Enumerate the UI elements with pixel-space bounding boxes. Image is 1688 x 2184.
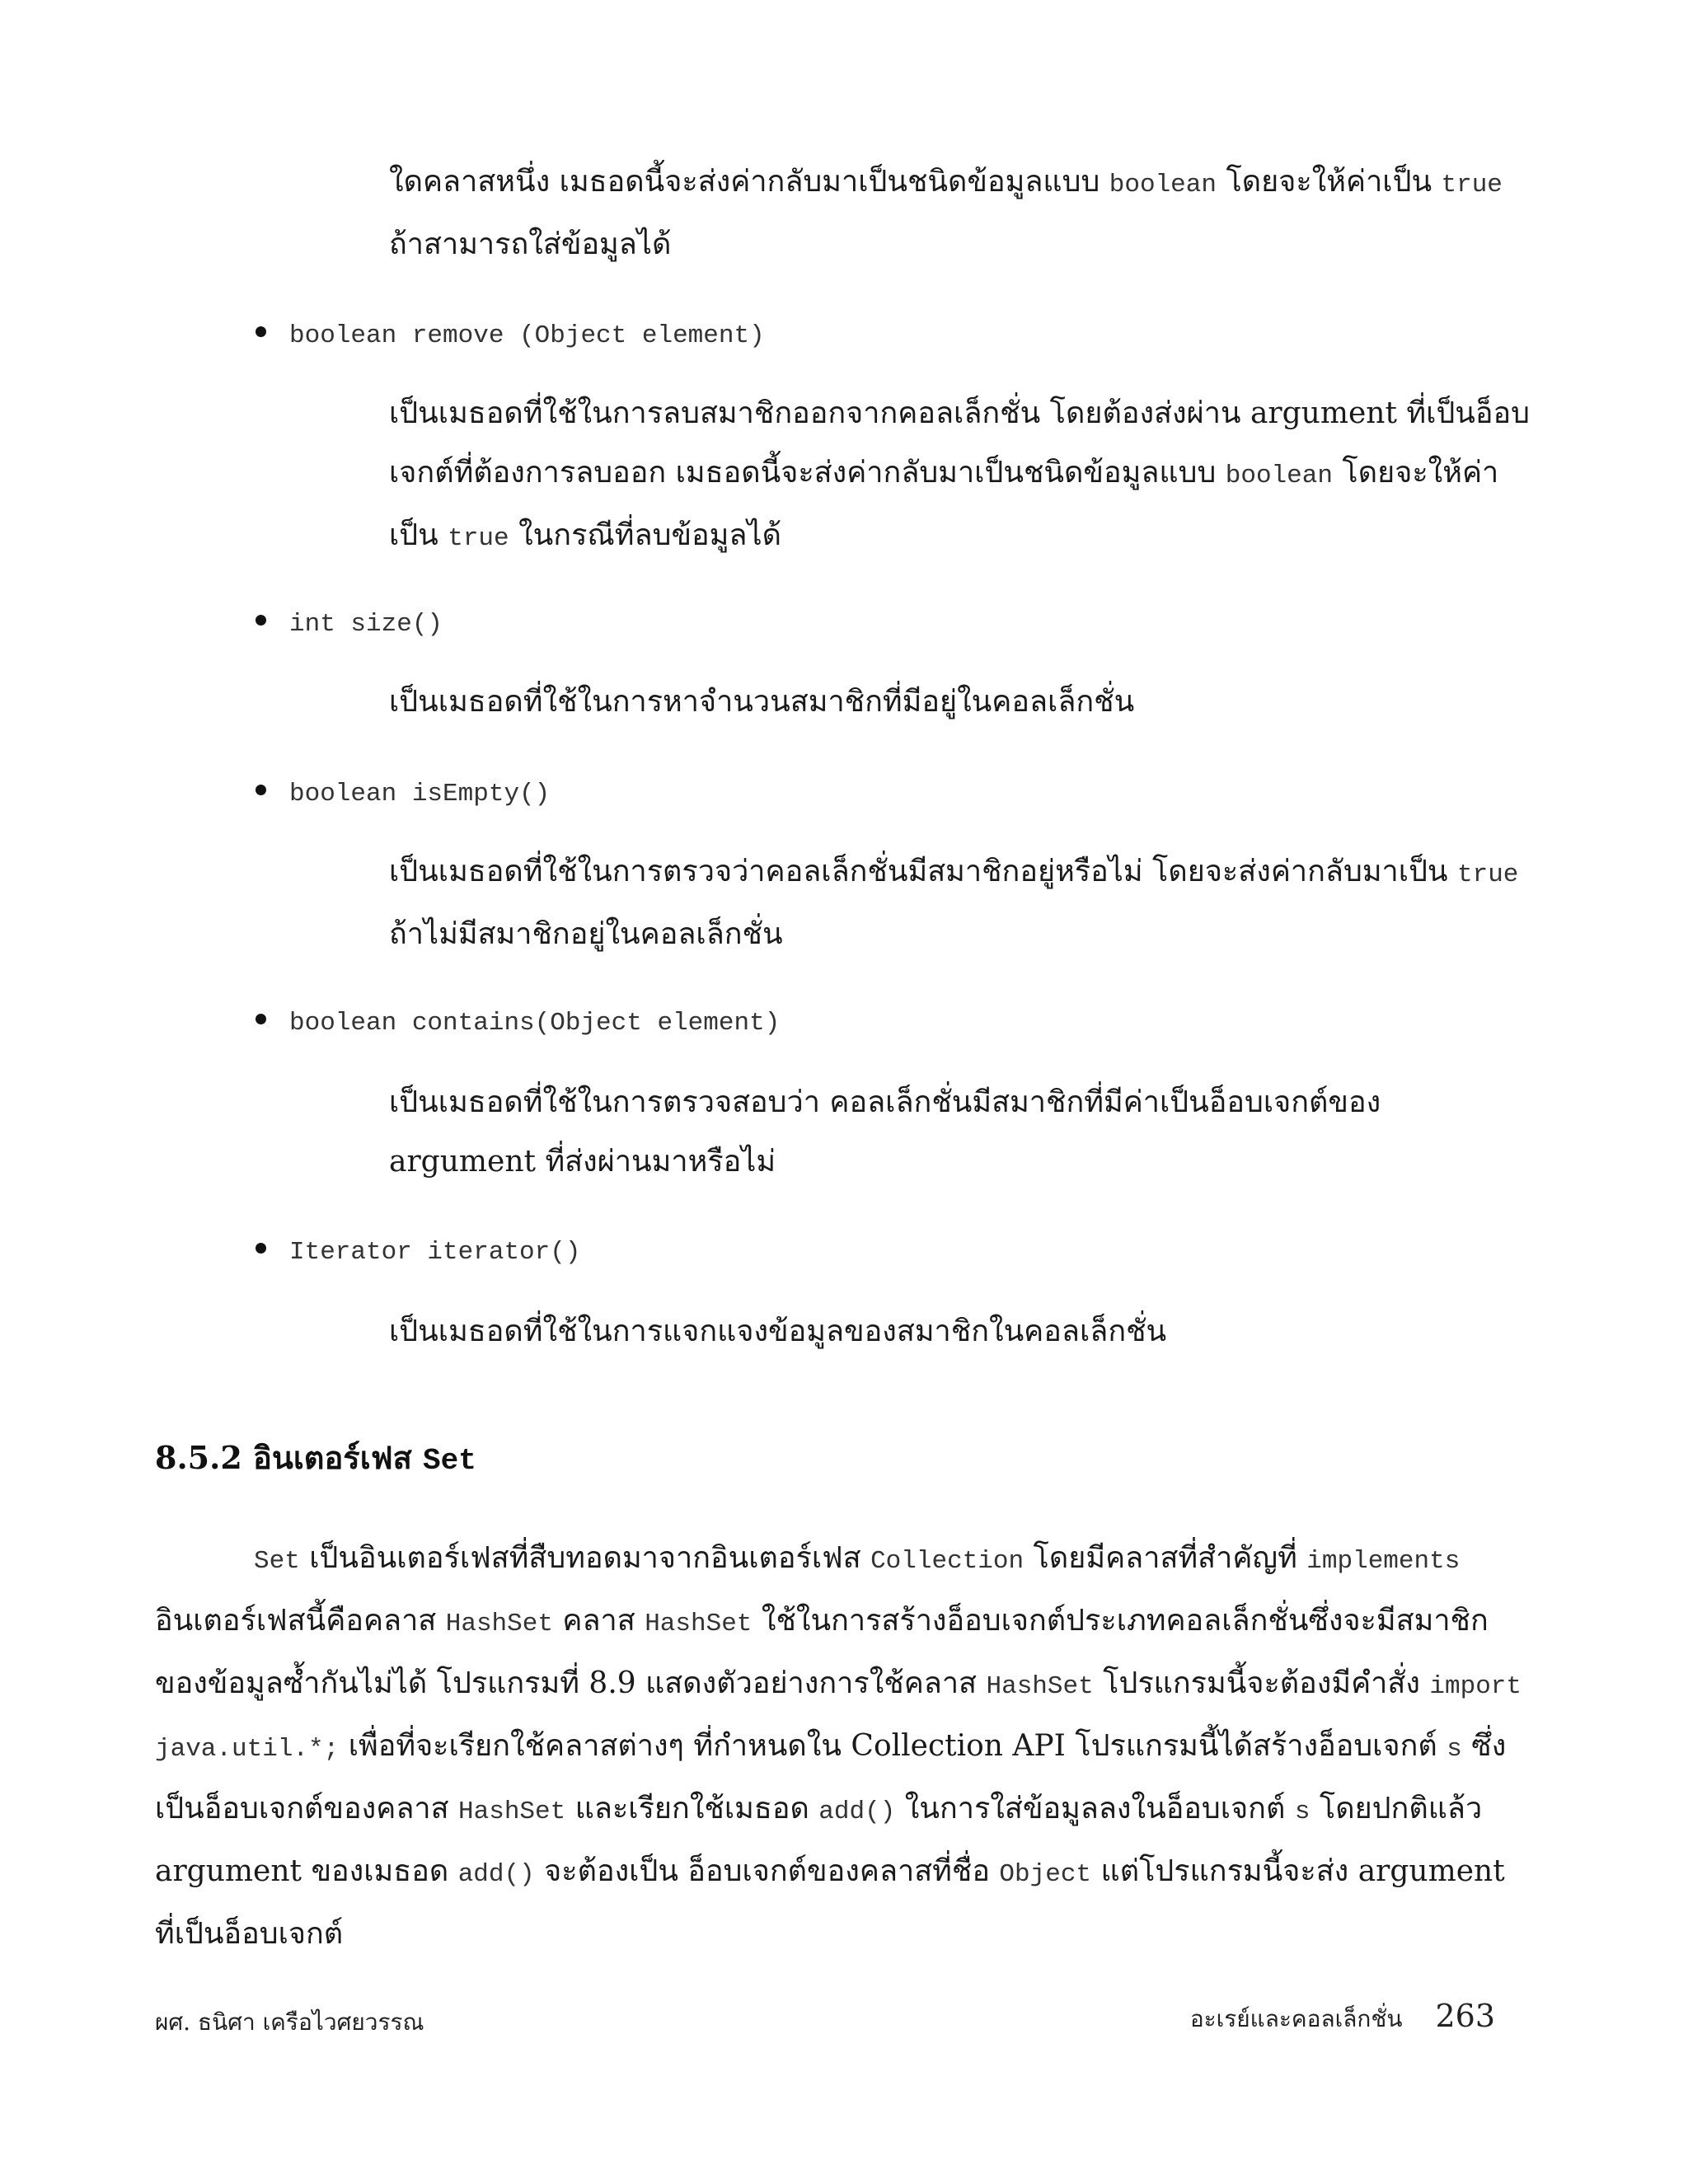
body-text: แต่โปรแกรมนี้จะส่ง argument ที่เป็นอ็อบเจกต์ [155, 1854, 1505, 1951]
method-signature: boolean isEmpty() [289, 780, 551, 808]
code-keyword: true [1456, 860, 1519, 889]
desc-text: โดยจะให้ค่าเป็น [389, 456, 1499, 552]
code-keyword: true [1441, 171, 1503, 199]
desc-text: ถ้าไม่มีสมาชิกอยู่ในคอลเล็กชั่น [389, 917, 783, 951]
code-keyword: HashSet [645, 1610, 753, 1638]
desc-text: เป็นเมธอดที่ใช้ในการแจกแจงข้อมูลของสมาชิกในคอลเล็กชั่น [389, 1315, 1167, 1348]
code-keyword: true [448, 524, 509, 553]
method-description-isempty [389, 842, 1535, 964]
body-text: จะต้องเป็น อ็อบเจกต์ของคลาสที่ชื่อ [534, 1854, 1000, 1888]
method-description-iterator [389, 1302, 1535, 1361]
body-text: โดยมีคลาสที่สำคัญที่ [1024, 1541, 1307, 1575]
body-text: ซึ่งเป็นอ็อบเจกต์ของคลาส [155, 1729, 1507, 1825]
code-keyword: HashSet [445, 1610, 553, 1638]
section-title: อินเตอร์เฟส [253, 1439, 412, 1476]
method-item-contains [256, 1007, 780, 1040]
code-keyword: s [1294, 1797, 1311, 1826]
body-text: คลาส [552, 1604, 645, 1638]
footer-chapter-page [1190, 1998, 1495, 2037]
section-code: Set [423, 1444, 476, 1478]
method-signature: boolean remove (Object element) [289, 321, 765, 350]
method-description-continued [389, 152, 1535, 274]
desc-text: ถ้าสามารถใส่ข้อมูลได้ [389, 227, 672, 261]
body-text: ในการใส่ข้อมูลลงในอ็อบเจกต์ [895, 1792, 1295, 1825]
desc-text: โดยจะให้ค่าเป็น [1217, 165, 1442, 199]
code-keyword: Object [999, 1860, 1092, 1889]
bullet-dot-icon [256, 1243, 266, 1254]
code-keyword: implements [1306, 1547, 1461, 1576]
code-keyword: import java.util.*; [155, 1672, 1522, 1764]
code-keyword: Set [254, 1547, 300, 1576]
method-item-remove [256, 320, 765, 353]
body-text: ใช้ในการสร้างอ็อบเจกต์ประเภทคอลเล็กชั่นซึ่งจะมีสมาชิกของข้อมูลซ้ำกันไม่ได้ โปรแกรมที่ 8.9 แสดงตัวอย่างการใช้คลาส [155, 1604, 1489, 1700]
method-description-contains [389, 1073, 1535, 1192]
method-item-iterator [256, 1236, 580, 1269]
footer-author: ผศ. ธนิศา เครือไวศยวรรณ [155, 2008, 424, 2036]
body-text: โดยปกติแล้ว argument ของเมธอด [155, 1792, 1483, 1888]
body-text: เป็นอินเตอร์เฟสที่สืบทอดมาจากอินเตอร์เฟส [299, 1541, 871, 1575]
section-number: 8.5.2 [155, 1439, 242, 1476]
method-item-size [256, 608, 443, 641]
code-keyword: s [1447, 1735, 1462, 1764]
desc-text: เป็นเมธอดที่ใช้ในการลบสมาชิกออกจากคอลเล็กชั่น โดยต้องส่งผ่าน argument ที่เป็นอ็อบเจกต์ที่ต้องการลบออก เมธอดนี้จะส่งค่ากลับมาเป็นชนิดข้อมูลแบบ [389, 396, 1530, 490]
code-keyword: add() [457, 1860, 535, 1889]
method-description-remove [389, 384, 1535, 569]
method-signature: int size() [289, 610, 443, 639]
code-keyword: boolean [1225, 462, 1333, 490]
bullet-dot-icon [256, 615, 266, 626]
footer-chapter: อะเรย์และคอลเล็กชั่น [1189, 2005, 1403, 2032]
body-text: อินเตอร์เฟสนี้คือคลาส [155, 1604, 446, 1638]
desc-text: เป็นเมธอดที่ใช้ในการหาจำนวนสมาชิกที่มีอยู่ในคอลเล็กชั่น [389, 685, 1135, 719]
page-number: 263 [1435, 1998, 1495, 2034]
section-heading [155, 1432, 476, 1483]
bullet-dot-icon [256, 326, 266, 337]
code-keyword: Collection [870, 1547, 1025, 1576]
desc-text: เป็นเมธอดที่ใช้ในการตรวจสอบว่า คอลเล็กชั่นมีสมาชิกที่มีค่าเป็นอ็อบเจกต์ของ argument ที่ส่งผ่านมาหรือไม่ [389, 1085, 1381, 1179]
method-item-isempty [256, 778, 550, 811]
body-text: โปรแกรมนี้จะต้องมีคำสั่ง [1093, 1666, 1430, 1700]
body-text: และเรียกใช้เมธอด [565, 1792, 819, 1825]
bullet-dot-icon [256, 785, 266, 795]
section-body-paragraph [155, 1529, 1533, 1964]
desc-text: เป็นเมธอดที่ใช้ในการตรวจว่าคอลเล็กชั่นมีสมาชิกอยู่หรือไม่ โดยจะส่งค่ากลับมาเป็น [389, 855, 1457, 888]
method-signature: Iterator iterator() [289, 1238, 581, 1267]
desc-text: ในกรณีที่ลบข้อมูลได้ [509, 518, 781, 552]
code-keyword: HashSet [458, 1797, 566, 1826]
body-text: เพื่อที่จะเรียกใช้คลาสต่างๆ ที่กำหนดใน Collection API โปรแกรมนี้ได้สร้างอ็อบเจกต์ [339, 1729, 1447, 1763]
code-keyword: boolean [1109, 171, 1217, 199]
bullet-dot-icon [256, 1014, 266, 1024]
code-keyword: HashSet [986, 1672, 1094, 1701]
method-description-size [389, 673, 1535, 732]
method-signature: boolean contains(Object element) [289, 1009, 781, 1038]
desc-text: ใดคลาสหนึ่ง เมธอดนี้จะส่งค่ากลับมาเป็นชนิดข้อมูลแบบ [389, 165, 1109, 199]
code-keyword: add() [818, 1797, 896, 1826]
